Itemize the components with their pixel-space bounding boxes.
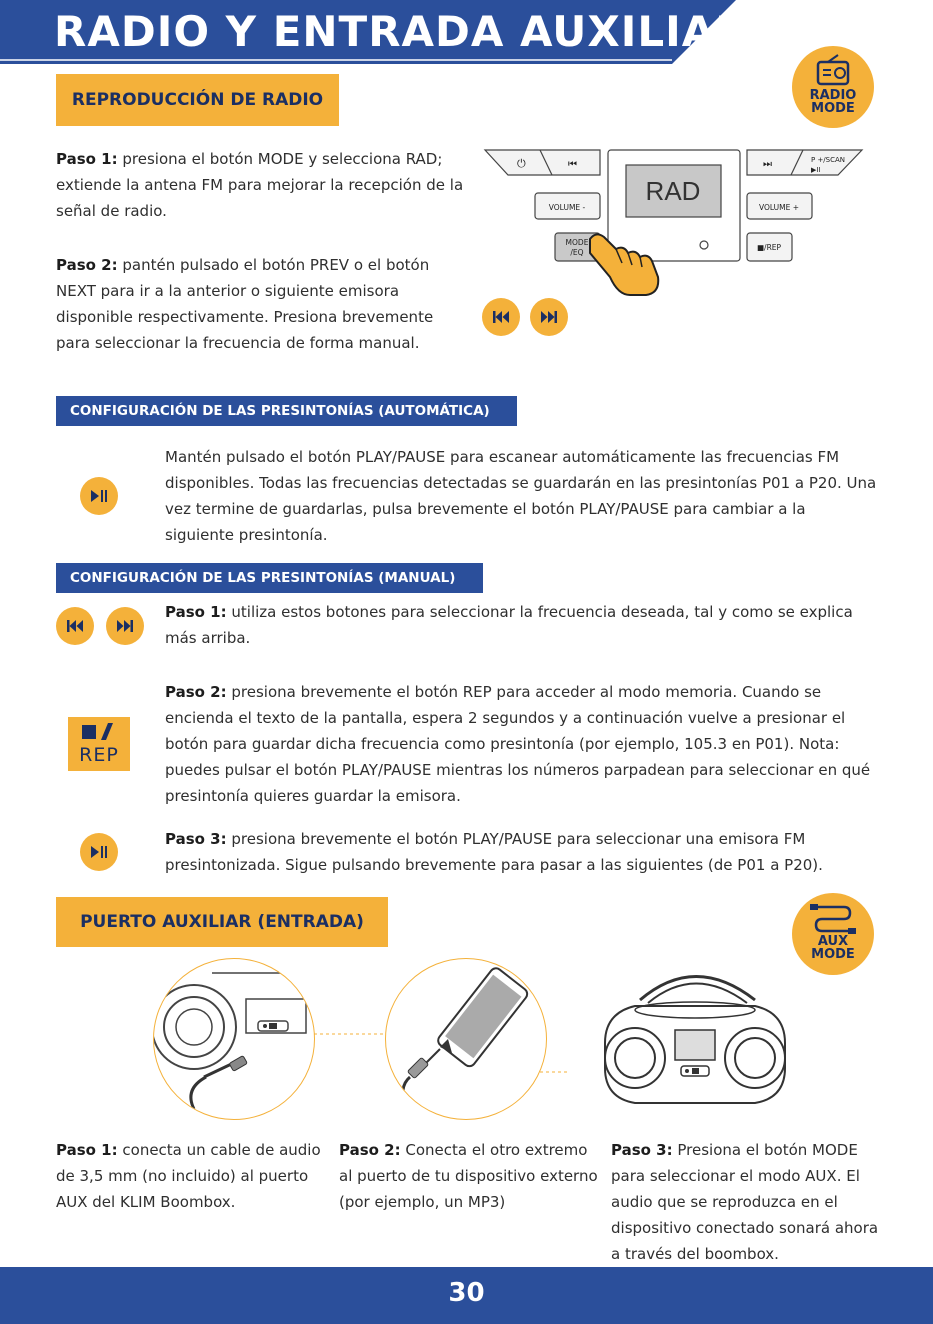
manual-step1: Paso 1: utiliza estos botones para seleccionar la frecuencia deseada, tal y como se explica más arriba. [165, 603, 853, 647]
aux-port-closeup-illustration [153, 958, 315, 1120]
rep-button-icon: REP [68, 717, 130, 771]
aux-step1: Paso 1: conecta un cable de audio de 3,5 mm (no incluido) al puerto AUX del KLIM Boombox. [56, 1141, 321, 1211]
aux-step3: Paso 3: Presiona el botón MODE para seleccionar el modo AUX. El audio que se reproduzca en el dispositivo conectado sonará ahora a través del boombox. [611, 1141, 879, 1263]
svg-text:■/REP: ■/REP [756, 243, 782, 252]
next-button-icon [530, 298, 568, 336]
next-icon: ⏭ [763, 159, 772, 170]
prev-icon: ⏮ [568, 159, 577, 170]
radio-section-heading: REPRODUCCIÓN DE RADIO [56, 74, 339, 126]
play-pause-icon [80, 833, 118, 871]
prev-button-icon [56, 607, 94, 645]
manual-step3: Paso 3: presiona brevemente el botón PLAY/PAUSE para seleccionar una emisora FM presintonizada. Sigue pulsando brevemente para pasar a las siguientes (de P01 a P20). [165, 830, 823, 874]
svg-text:VOLUME -: VOLUME - [548, 203, 586, 212]
svg-text:▶II: ▶II [811, 166, 821, 174]
page-number: 30 [448, 1278, 485, 1308]
svg-text:MODE: MODE [565, 238, 589, 247]
svg-text:VOLUME +: VOLUME + [758, 203, 800, 212]
radio-mode-badge: RADIO MODE [792, 46, 874, 128]
play-pause-icon [80, 477, 118, 515]
aux-step2: Paso 2: Conecta el otro extremo al puerto de tu dispositivo externo (por ejemplo, un MP3) [339, 1141, 598, 1211]
radio-step2: Paso 2: pantén pulsado el botón PREV o el botón NEXT para ir a la anterior o siguiente emisora disponible respectivamente. Presiona brevemente para seleccionar la frecuencia de forma manual. [56, 256, 434, 352]
page-title: RADIO Y ENTRADA AUXILIAR [54, 7, 749, 56]
manual-step2: Paso 2: presiona brevemente el botón REP para acceder al modo memoria. Cuando se encienda el texto de la pantalla, espera 2 segundos y a continuación vuelve a presionar el botón para guardar dicha frecuencia como presintonía (por ejemplo, 105.3 en P01). Nota: puedes pulsar el botón PLAY/PAUSE mientras los números parpadean para seleccionar en qué presintonía quieres guardar la emisora. [165, 683, 871, 805]
manual-preset-heading: CONFIGURACIÓN DE LAS PRESINTONÍAS (MANUAL) [56, 563, 483, 593]
aux-mode-badge: AUX MODE [792, 893, 874, 975]
prev-button-icon [482, 298, 520, 336]
svg-text:/EQ: /EQ [570, 248, 584, 257]
auto-preset-heading: CONFIGURACIÓN DE LAS PRESINTONÍAS (AUTOMÁTICA) [56, 396, 517, 426]
phone-illustration [385, 958, 547, 1120]
control-panel-illustration [480, 145, 870, 305]
radio-step1: Paso 1: presiona el botón MODE y selecciona RAD; extiende la antena FM para mejorar la recepción de la señal de radio. [56, 150, 464, 220]
auto-preset-text: Mantén pulsado el botón PLAY/PAUSE para escanear automáticamente las frecuencias FM disponibles. Todas las frecuencias detectadas se guardarán en las presintonías P01 a P20. Una vez termine de guardarlas, pulsa brevemente el botón PLAY/PAUSE para cambiar a la siguiente presintonía. [165, 448, 877, 544]
svg-text:P +/SCAN: P +/SCAN [811, 156, 846, 164]
aux-section-heading: PUERTO AUXILIAR (ENTRADA) [56, 897, 388, 947]
svg-text:RAD: RAD [645, 176, 701, 206]
boombox-illustration [595, 958, 795, 1118]
next-button-icon [106, 607, 144, 645]
power-icon: ⏻ [517, 157, 526, 170]
